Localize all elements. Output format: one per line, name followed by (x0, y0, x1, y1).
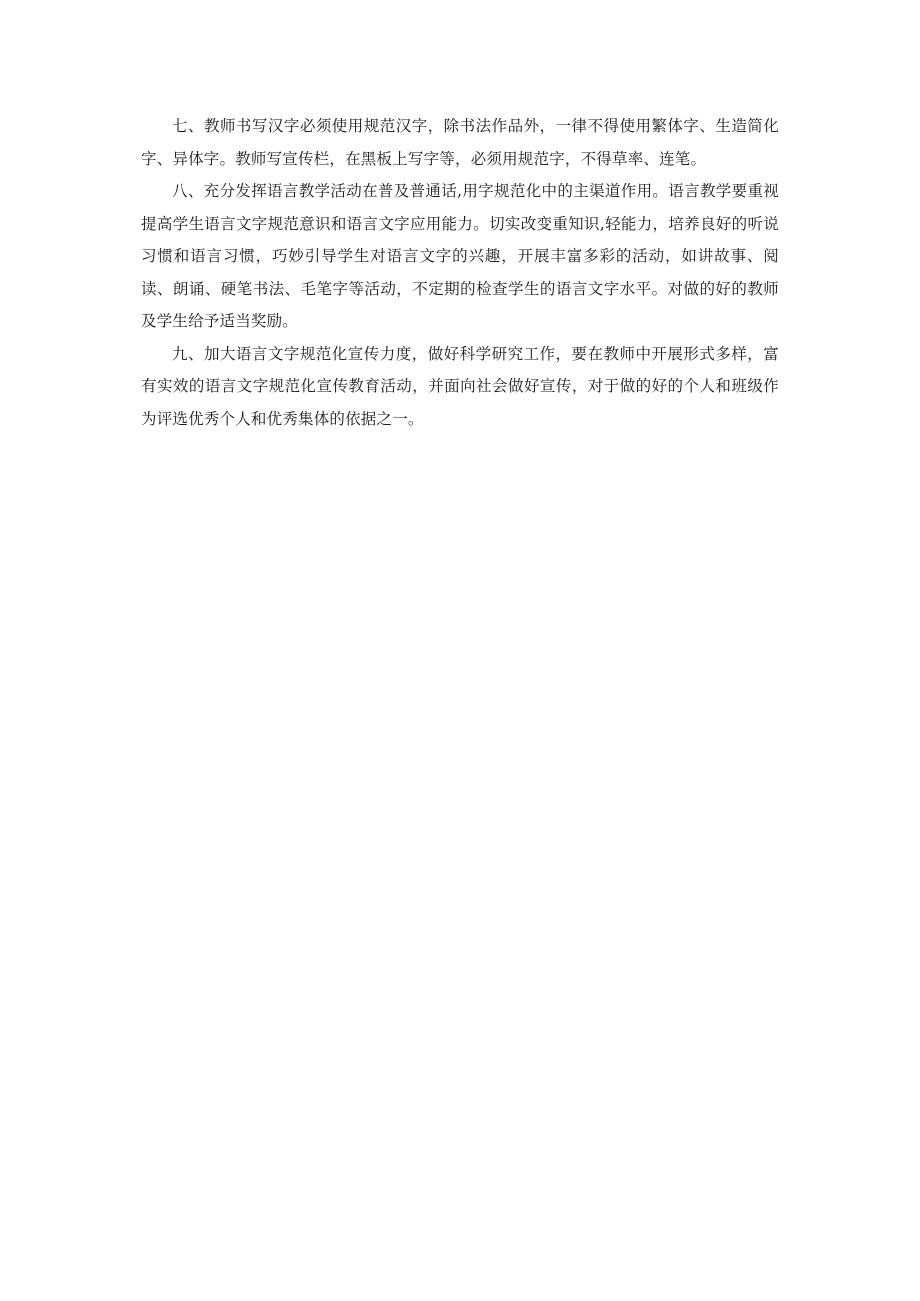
paragraph-7: 七、教师书写汉字必须使用规范汉字，除书法作品外，一律不得使用繁体字、生造简化字、异体字。教师写宣传栏，在黑板上写字等，必须用规范字，不得草率、连笔。 (141, 117, 779, 168)
paragraph-8: 八、充分发挥语言教学活动在普及普通话,用字规范化中的主渠道作用。语言教学要重视提高学生语言文字规范意识和语言文字应用能力。切实改变重知识,轻能力，培养良好的听说习惯和语言习惯，巧妙引导学生对语言文字的兴趣，开展丰富多彩的活动，如讲故事、阅读、朗诵、硬笔书法、毛笔字等活动，不定期的检查学生的语言文字水平。对做的好的教师及学生给予适当奖励。 (141, 182, 779, 330)
paragraph-9: 九、加大语言文字规范化宣传力度，做好科学研究工作，要在教师中开展形式多样，富有实效的语言文字规范化宣传教育活动，并面向社会做好宣传，对于做的好的个人和班级作为评选优秀个人和优秀集体的依据之一。 (141, 344, 779, 428)
document-body (141, 110, 779, 435)
